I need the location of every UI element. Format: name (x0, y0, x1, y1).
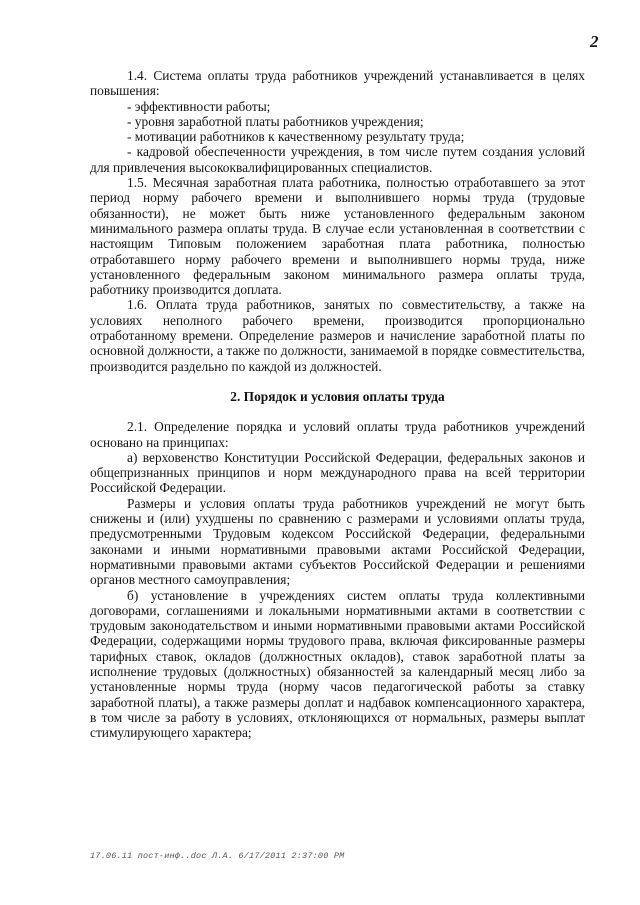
section-heading: 2. Порядок и условия оплаты труда (230, 388, 445, 404)
paragraph-1-5: 1.5. Месячная заработная плата работника, полностью отработавшего за этот период норму рабочего времени и выполнившего нормы труда (трудовые обязанности), не может быть ниже установленного федеральным законом минимального размера оплаты труда. В случае если установленная в соответствии с настоящим Типовым положением заработная плата работника, полностью отработавшего норму рабочего времени и выполнившего нормы труда, ниже установленного федеральным законом минимального размера оплаты труда, работнику производится доплата. (90, 175, 585, 298)
file-footer: 17.06.11 пост-инф..doc Л.А. 6/17/2011 2:37:00 PM (90, 851, 345, 861)
list-item: - уровня заработной платы работников учреждения; (127, 113, 424, 129)
principle-a: а) верховенство Конституции Российской Федерации, федеральных законов и общепризнанных принципов и норм международного права на всей территории Российской Федерации. (90, 449, 585, 496)
paragraph-sizes: Размеры и условия оплаты труда работников учреждений не могут быть снижены и (или) ухудшены по сравнению с размерами и условиями оплаты труда, предусмотренными Трудовым кодексом Российской Федерации, федеральными законами и иными нормативными правовыми актами Российской Федерации, нормативными правовыми актами субъектов Российской Федерации и решениями органов местного самоуправления; (90, 495, 585, 588)
list-item: - мотивации работников к качественному результату труда; (127, 129, 465, 145)
list-item: - кадровой обеспеченности учреждения, в том числе путем создания условий для привлечения высококвалифицированных специалистов. (90, 144, 585, 175)
paragraph-1-6: 1.6. Оплата труда работников, занятых по совместительству, а также на условиях неполного рабочего времени, производится пропорционально отработанному времени. Определение размеров и начисление заработной платы по основной должности, а также по должности, занимаемой в порядке совместительства, производится раздельно по каждой из должностей. (90, 297, 585, 374)
page-number: 2 (590, 32, 599, 51)
document-body (90, 68, 585, 740)
principle-b: б) установление в учреждениях систем оплаты труда коллективными договорами, соглашениями и локальными нормативными актами в соответствии с трудовым законодательством и иными нормативными правовыми актами Российской Федерации, содержащими нормы трудового права, включая фиксированные размеры тарифных ставок, окладов (должностных окладов), ставок заработной платы за исполнение трудовых (должностных) обязанностей за календарный месяц либо за установленные нормы труда (норму часов педагогической работы за ставку заработной платы), а также размеры доплат и надбавок компенсационного характера, в том числе за работу в условиях, отклоняющихся от нормальных, размеры выплат стимулирующего характера; (90, 587, 585, 741)
list-item: - эффективности работы; (127, 98, 271, 114)
paragraph-1-4: 1.4. Система оплаты труда работников учреждений устанавливается в целях повышения: (90, 68, 585, 99)
paragraph-2-1: 2.1. Определение порядка и условий оплаты труда работников учреждений основано на принципах: (90, 419, 585, 450)
